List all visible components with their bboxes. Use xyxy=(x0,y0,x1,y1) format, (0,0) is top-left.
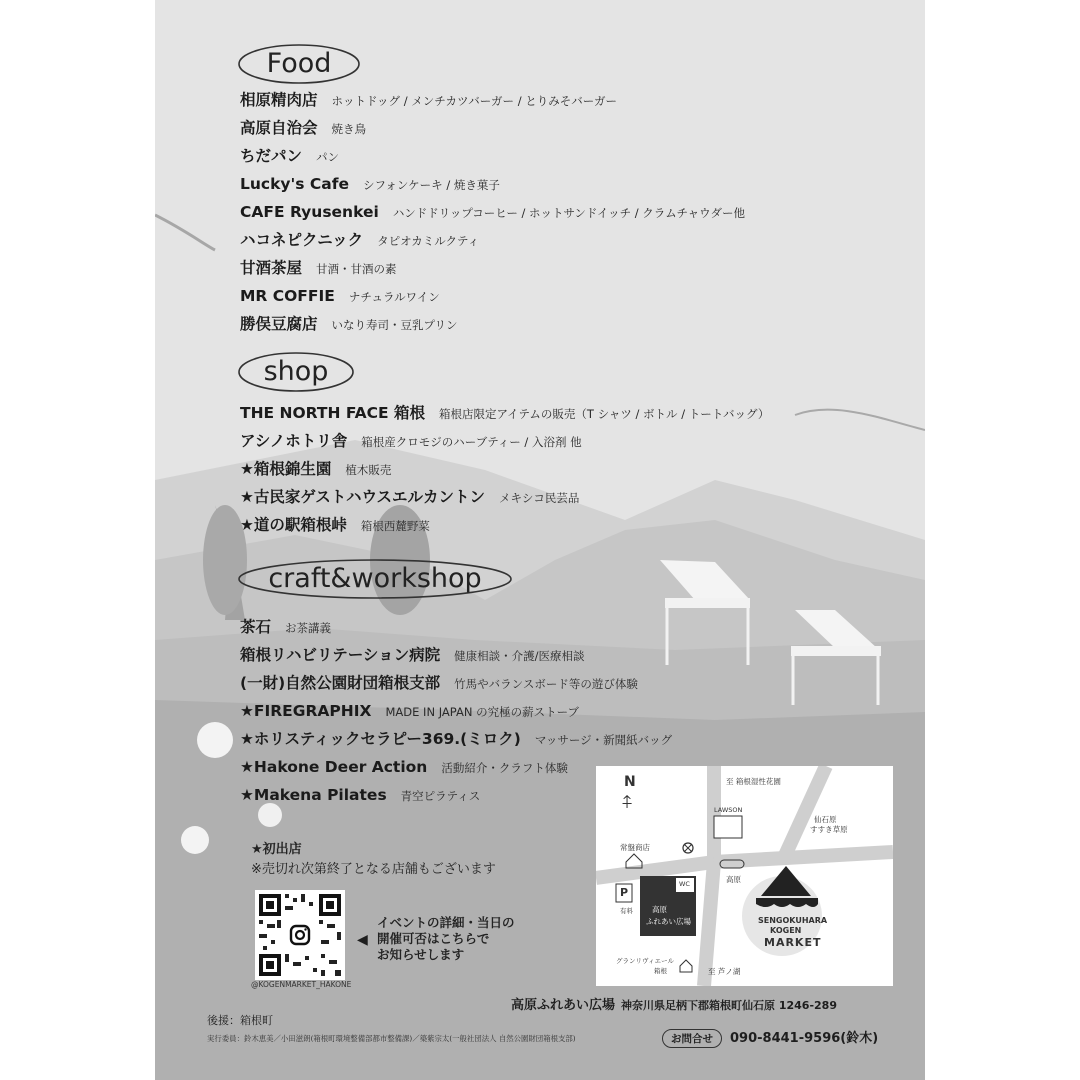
list-item xyxy=(240,700,579,723)
list-item xyxy=(240,616,331,639)
list-item xyxy=(240,430,582,453)
committee-line: 実行委員：鈴木恵美／小田滋朗(箱根町環境整備部都市整備課)／築紫宗太(一般社団法人 自然公園財団箱根支部) xyxy=(207,1034,576,1043)
soldout-note: ※売切れ次第終了となる店舗もございます xyxy=(251,862,496,877)
section-craft xyxy=(237,557,513,601)
list-item xyxy=(240,784,480,807)
vendor-desc: マッサージ・新聞紙バッグ xyxy=(534,733,673,747)
vendor-desc: タピオカミルクティ xyxy=(377,234,480,248)
map-label: 有料 xyxy=(620,907,633,915)
qr-code[interactable] xyxy=(255,890,345,980)
vendor-name: (一財)自然公園財団箱根支部 xyxy=(240,674,441,692)
list-item xyxy=(240,173,500,196)
map-label: 仙石原 xyxy=(814,815,837,824)
qr-info-line: 開催可否はこちらで xyxy=(377,931,490,946)
compass-icon: ⍏ xyxy=(622,792,633,813)
vendor-name: ★箱根錦生園 xyxy=(240,460,332,478)
first-shop-note: ★初出店 xyxy=(251,842,302,857)
venue-line xyxy=(511,994,837,1013)
vendor-name: 茶石 xyxy=(240,618,272,636)
vendor-desc: いなり寿司・豆乳プリン xyxy=(331,318,458,332)
vendor-name: ★ホリスティックセラピー369.(ミロク) xyxy=(240,730,521,748)
instagram-handle: @KOGENMARKET_HAKONE xyxy=(251,980,352,989)
list-item xyxy=(240,402,769,425)
vendor-desc: シフォンケーキ / 焼き菓子 xyxy=(362,178,500,192)
vendor-desc: 箱根産クロモジのハーブティー / 入浴剤 他 xyxy=(361,435,582,449)
support-line: 後援：箱根町 xyxy=(207,1014,273,1027)
vendor-name: ちだパン xyxy=(240,147,303,165)
vendor-desc: 植木販売 xyxy=(345,463,392,477)
section-craft-title: craft&workshop xyxy=(268,563,482,594)
map-label: 箱根 xyxy=(654,967,667,975)
vendor-name: ★FIREGRAPHIX xyxy=(240,702,372,720)
vendor-name: 相原精肉店 xyxy=(240,91,318,109)
list-item xyxy=(240,458,391,481)
vendor-desc: パン xyxy=(316,150,340,164)
vendor-name: ★道の駅箱根峠 xyxy=(240,516,347,534)
list-item xyxy=(240,145,339,168)
map-label: 高原 xyxy=(726,875,741,884)
venue-address: 神奈川県足柄下郡箱根町仙石原 1246-289 xyxy=(621,999,837,1012)
vendor-desc: MADE IN JAPAN の究極の薪ストーブ xyxy=(385,705,580,719)
map-label: グランリヴィエール xyxy=(616,957,674,965)
vendor-name: Lucky's Cafe xyxy=(240,175,349,193)
map-label: すすき草原 xyxy=(810,825,848,834)
vendor-desc: 健康相談・介護/医療相談 xyxy=(454,649,585,663)
logo-text: SENGOKUHARA xyxy=(758,916,828,925)
vendor-desc: 青空ピラティス xyxy=(400,789,481,803)
vendor-desc: ホットドッグ / メンチカツバーガー / とりみそバーガー xyxy=(331,94,618,108)
venue-name: 高原ふれあい広場 xyxy=(511,998,616,1013)
vendor-desc: 焼き鳥 xyxy=(331,122,367,136)
vendor-name: 箱根リハビリテーション病院 xyxy=(240,646,441,664)
list-item xyxy=(240,756,568,779)
list-item xyxy=(240,285,440,308)
vendor-desc: 活動紹介・クラフト体験 xyxy=(441,761,568,775)
vendor-name: ★Makena Pilates xyxy=(240,786,387,804)
list-item xyxy=(240,257,397,280)
vendor-name: MR COFFIE xyxy=(240,287,335,305)
list-item xyxy=(240,486,579,509)
map-label: LAWSON xyxy=(714,806,743,814)
vendor-desc: お茶講義 xyxy=(285,621,332,635)
qr-info xyxy=(377,915,515,963)
logo-text: KOGEN xyxy=(770,926,802,935)
vendor-name: ★Hakone Deer Action xyxy=(240,758,428,776)
map-label: 常盤商店 xyxy=(620,843,650,852)
vendor-name: ハコネピクニック xyxy=(240,231,364,249)
vendor-desc: 箱根店限定アイテムの販売（T シャツ / ボトル / トートバッグ） xyxy=(439,407,770,421)
vendor-desc: メキシコ民芸品 xyxy=(499,491,580,505)
vendor-desc: ハンドドリップコーヒー / ホットサンドイッチ / クラムチャウダー他 xyxy=(392,206,746,220)
vendor-desc: 甘酒・甘酒の素 xyxy=(316,262,397,276)
map-venue-label: ふれあい広場 xyxy=(646,917,691,926)
list-item xyxy=(240,728,672,751)
vendor-desc: 箱根西麓野菜 xyxy=(360,519,430,533)
contact-line xyxy=(662,1027,878,1048)
contact-label: お問合せ xyxy=(662,1029,722,1048)
section-shop-title: shop xyxy=(263,356,329,387)
map-label: 至 箱根湿性花園 xyxy=(726,777,781,786)
logo-text: MARKET xyxy=(764,936,822,949)
vendor-name: THE NORTH FACE 箱根 xyxy=(240,404,426,422)
vendor-name: 高原自治会 xyxy=(240,119,318,137)
section-food xyxy=(237,42,361,86)
access-map xyxy=(596,766,893,986)
list-item xyxy=(240,89,617,112)
list-item xyxy=(240,201,745,224)
qr-info-line: イベントの詳細・当日の xyxy=(377,915,515,930)
map-roads xyxy=(596,766,893,986)
map-label: 至 芦ノ湖 xyxy=(708,967,741,976)
map-venue-label: 高原 xyxy=(652,905,667,914)
parking-icon: P xyxy=(620,886,629,899)
list-item xyxy=(240,313,458,336)
arrow-left-icon: ◀ xyxy=(357,932,368,948)
vendor-name: CAFE Ryusenkei xyxy=(240,203,379,221)
list-item xyxy=(240,644,584,667)
vendor-desc: 竹馬やバランスボード等の遊び体験 xyxy=(454,677,638,691)
map-label: WC xyxy=(679,880,690,888)
vendor-name: ★古民家ゲストハウスエルカントン xyxy=(240,488,486,506)
vendor-name: 甘酒茶屋 xyxy=(240,259,303,277)
vendor-name: アシノホトリ舎 xyxy=(240,432,348,450)
vendor-desc: ナチュラルワイン xyxy=(348,290,440,304)
list-item xyxy=(240,229,479,252)
qr-info-line: お知らせします xyxy=(377,947,465,962)
section-shop xyxy=(237,350,355,394)
contact-phone[interactable]: 090-8441-9596(鈴木) xyxy=(730,1031,879,1046)
vendor-name: 勝俣豆腐店 xyxy=(240,315,318,333)
north-icon: N xyxy=(624,774,636,790)
section-food-title: Food xyxy=(266,48,332,79)
flyer-sheet xyxy=(155,0,925,1080)
list-item xyxy=(240,514,430,537)
list-item xyxy=(240,672,638,695)
list-item xyxy=(240,117,366,140)
